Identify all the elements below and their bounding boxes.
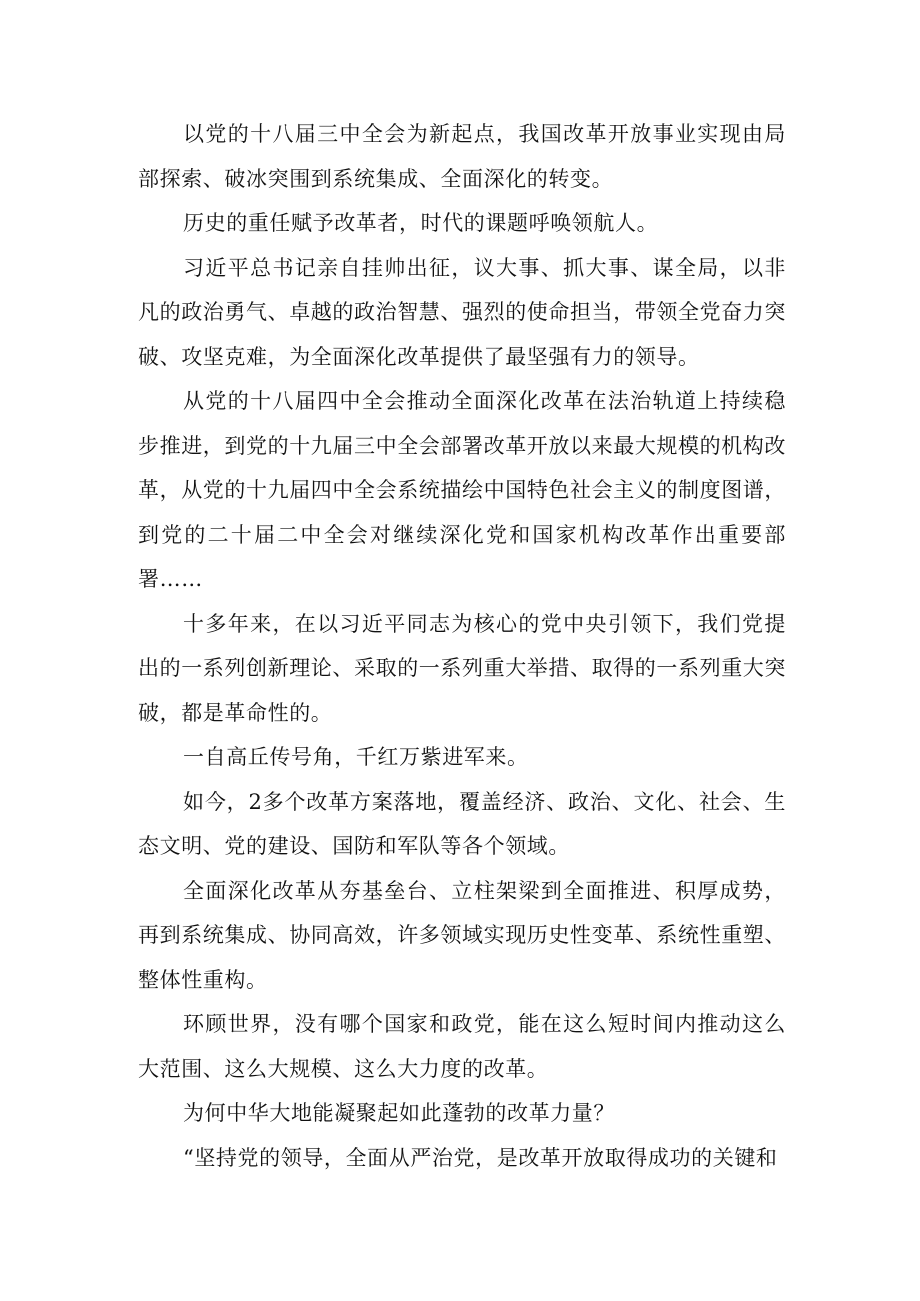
- paragraph-6: 一自高丘传号角，千红万紫进军来。: [183, 745, 529, 769]
- paragraph-9: 环顾世界，没有哪个国家和政党，能在这么短时间内推动这么大范围、这么大规模、这么大力度的改革。: [138, 1012, 786, 1081]
- article-body: [138, 112, 786, 1180]
- paragraph-8: 全面深化改革从夯基垒台、立柱架梁到全面推进、积厚成势，再到系统集成、协同高效，许多领域实现历史性变革、系统性重塑、整体性重构。: [138, 878, 786, 992]
- paragraph-4: 从党的十八届四中全会推动全面深化改革在法治轨道上持续稳步推进，到党的十九届三中全会部署改革开放以来最大规模的机构改革，从党的十九届四中全会系统描绘中国特色社会主义的制度图谱，到党的二十届二中全会对继续深化党和国家机构改革作出重要部署……: [138, 389, 786, 591]
- paragraph-7: 如今，2多个改革方案落地，覆盖经济、政治、文化、社会、生态文明、党的建设、国防和军队等各个领域。: [138, 789, 786, 858]
- paragraph-2: 历史的重任赋予改革者，时代的课题呼唤领航人。: [183, 211, 659, 235]
- paragraph-11: “坚持党的领导，全面从严治党，是改革开放取得成功的关键和: [183, 1145, 778, 1170]
- paragraph-10: 为何中华大地能凝聚起如此蓬勃的改革力量？: [183, 1101, 615, 1125]
- paragraph-1: 以党的十八届三中全会为新起点，我国改革开放事业实现由局部探索、破冰突围到系统集成、全面深化的转变。: [138, 122, 786, 191]
- paragraph-3: 习近平总书记亲自挂帅出征，议大事、抓大事、谋全局，以非凡的政治勇气、卓越的政治智慧、强烈的使命担当，带领全党奋力突破、攻坚克难，为全面深化改革提供了最坚强有力的领导。: [138, 255, 786, 369]
- paragraph-5: 十多年来，在以习近平同志为核心的党中央引领下，我们党提出的一系列创新理论、采取的一系列重大举措、取得的一系列重大突破，都是革命性的。: [138, 611, 786, 725]
